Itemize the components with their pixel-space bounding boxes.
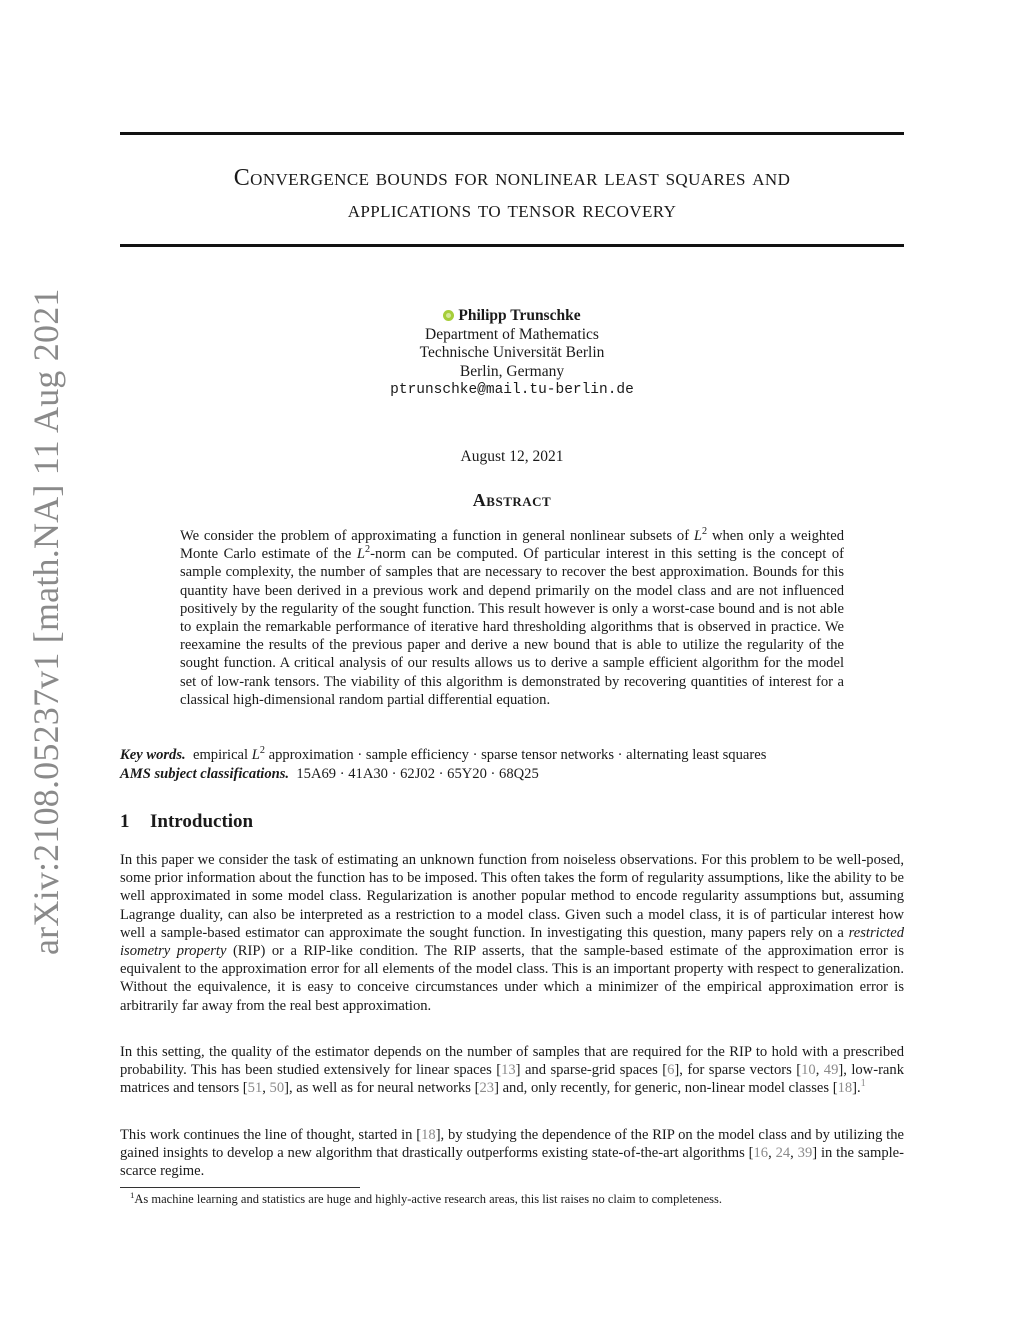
abstract-heading: Abstract: [472, 490, 552, 510]
paragraph-text: ] and, only recently, for generic, non-linear model classes [: [494, 1080, 838, 1097]
math-symbol: L: [693, 528, 703, 544]
footnote-text: As machine learning and statistics are huge and highly-active research areas, this list raises no claim to completeness.: [134, 1192, 723, 1206]
paragraph-text: ].: [852, 1080, 861, 1097]
citation-link[interactable]: 18: [837, 1080, 853, 1097]
ams-text: 15A69 · 41A30 · 62J02 · 65Y20 · 68Q25: [296, 766, 539, 782]
section-title: Introduction: [150, 811, 254, 832]
citation-link[interactable]: 10: [801, 1062, 816, 1079]
citation-link[interactable]: 50: [269, 1080, 285, 1097]
paragraph-text: (RIP) or a RIP-like condition. The RIP asserts, that the sample-based estimate of the approximation error is equivalent to the approximation error for all elements of the model class. This is an important property with respect to generalization. Without the equivalence, it is easy to conceive circumstances under which a minimizer of the empirical approximation error is arbitrarily far away from the real best approximation.: [120, 943, 905, 1014]
footnote-mark: 1: [130, 1189, 135, 1200]
key-words-text: approximation · sample efficiency · sparse tensor networks · alternating least squares: [264, 747, 767, 763]
key-words-label: Key words.: [120, 747, 186, 763]
paragraph-text: ], by studying the dependence of the RIP on the model class and by utilizing the gained insights to develop a new algorithm that drastically outperforms existing state-of-the-art algorithms [: [120, 1127, 904, 1162]
ams-line: [120, 765, 904, 784]
footnote-marker[interactable]: 1: [860, 1078, 866, 1090]
emphasis-text: restricted isometry property: [120, 924, 904, 960]
arxiv-identifier: arXiv:2108.05237v1 [math.NA] 11 Aug 2021: [26, 288, 66, 955]
abstract-text: [180, 527, 844, 709]
author-university: Technische Universität Berlin: [419, 344, 605, 361]
paragraph-text: This work continues the line of thought, started in [: [120, 1127, 422, 1143]
citation-link[interactable]: 24: [775, 1145, 791, 1162]
abstract-part: when only a weighted Monte Carlo estimate of the: [180, 528, 844, 563]
author-line: [300, 307, 724, 326]
footnote: [130, 1189, 910, 1207]
author-department: Department of Mathematics: [425, 325, 599, 343]
key-words-text: empirical: [192, 747, 252, 763]
orcid-icon[interactable]: [443, 310, 454, 321]
title-line-1: Convergence bounds for nonlinear least squares and: [233, 165, 791, 191]
citation-separator: ,: [815, 1062, 824, 1079]
paragraph-text: ], as well as for neural networks [: [284, 1080, 480, 1097]
abstract-part: We consider the problem of approximating a function in general nonlinear subsets of: [180, 528, 694, 544]
author-email[interactable]: ptrunschke@mail.tu-berlin.de: [390, 382, 634, 398]
citation-link[interactable]: 51: [247, 1080, 263, 1097]
paragraph-text: ], low-rank matrices and tensors [: [120, 1062, 905, 1097]
footnote-rule: [120, 1187, 360, 1188]
math-exponent: 2: [702, 526, 708, 538]
ams-label: AMS subject classifications.: [120, 766, 290, 782]
citation-separator: ,: [768, 1145, 776, 1162]
paragraph-text: ] and sparse-grid spaces [: [515, 1062, 668, 1079]
paper-title: [120, 162, 904, 226]
paragraph-text: ] in the sample-scarce regime.: [120, 1145, 905, 1180]
author-location: Berlin, Germany: [459, 362, 565, 380]
paragraph-3: [120, 1126, 904, 1181]
citation-link[interactable]: 39: [797, 1145, 813, 1162]
author-name: Philipp Trunschke: [458, 307, 581, 324]
citation-link[interactable]: 49: [823, 1062, 839, 1079]
citation-link[interactable]: 16: [753, 1145, 769, 1162]
section-number: 1: [120, 811, 130, 832]
keywords-block: [120, 746, 904, 784]
top-rule: [120, 132, 904, 135]
citation-separator: ,: [262, 1080, 270, 1097]
citation-link[interactable]: 6: [667, 1062, 675, 1079]
math-exponent: 2: [365, 544, 371, 556]
abstract-part: -norm can be computed. Of particular interest in this setting is the concept of sample complexity, the number of samples that are necessary to recover the best approximation. Bounds for this quantity have been derived in a previous work and depend primarily on the model class and are not influenced positively by the regularity of the sought function. This result however is only a worst-case bound and is not able to explain the remarkable performance of iterative hard thresholding algorithms that is observed in practice. We reexamine the results of the previous paper and derive a new bound that is able to utilize the regularity of the sought function. A critical analysis of our results allows us to derive a sample efficient algorithm for the model set of low-rank tensors. The viability of this algorithm is demonstrated by recovering quantities of interest for a classical high-dimensional random partial differential equation.: [180, 546, 844, 708]
citation-link[interactable]: 23: [479, 1080, 495, 1097]
citation-link[interactable]: 18: [421, 1127, 436, 1143]
bottom-rule: [120, 244, 904, 247]
author-block: [300, 307, 724, 400]
title-line-2: applications to tensor recovery: [347, 197, 677, 223]
math-symbol: L: [251, 747, 260, 763]
math-exponent: 2: [259, 745, 265, 757]
citation-separator: ,: [790, 1145, 798, 1162]
citation-link[interactable]: 13: [501, 1062, 516, 1079]
paragraph-text: In this paper we consider the task of estimating an unknown function from noiseless observations. For this problem to be well-posed, some prior information about the function has to be imposed. This often takes the form of regularity assumptions, like the ability to be well approximated in some model class. Regularization is another popular method to encode regularity assumptions but, assuming Lagrange duality, can also be interpreted as a restriction to a model class. Given such a model class, it is of particular interest how well a sample-based estimator can approximate the sought function. In investigating this question, many papers rely on a: [120, 852, 904, 941]
section-heading: [120, 811, 253, 833]
paragraph-text: In this setting, the quality of the estimator depends on the number of samples that are required for the RIP to hold with a prescribed probability. This has been studied extensively for linear spaces [: [120, 1044, 904, 1079]
key-words-line: [120, 746, 904, 765]
math-symbol: L: [356, 546, 366, 563]
paragraph-text: ], for sparse vectors [: [674, 1062, 802, 1079]
paragraph-2: [120, 1043, 904, 1098]
paragraph-1: [120, 851, 904, 1015]
paper-date: August 12, 2021: [460, 448, 564, 465]
